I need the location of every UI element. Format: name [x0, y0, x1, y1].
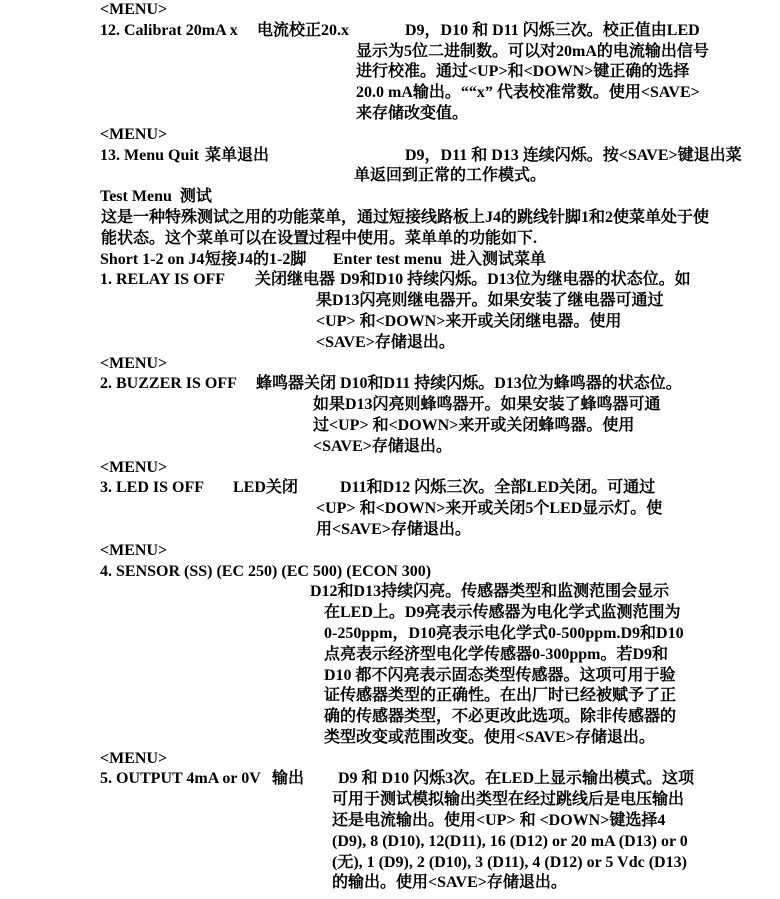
item-1-desc-line: D9和D10 持续闪烁。D13位为继电器的状态位。如 — [340, 271, 691, 289]
short-j4-en-label: Short 1-2 on J4 — [100, 250, 205, 268]
test-menu-intro-line: 能状态。这个菜单可以在设置过程中使用。菜单单的功能如下. — [101, 229, 538, 247]
test-menu-title: Test Menu 测试 — [100, 188, 212, 206]
item-4-heading: 4. SENSOR (SS) (EC 250) (EC 500) (ECON 300) — [100, 562, 432, 580]
item-2-desc-line: 如果D13闪亮则蜂鸣器开。如果安装了蜂鸣器可通 — [313, 396, 661, 414]
item-4-heading-row — [0, 562, 780, 583]
item-12-desc-line: 显示为5位二进制数。可以对20mA的电流输出信号 — [356, 42, 709, 60]
short-j4-enter-label: Enter test menu 进入测试菜单 — [333, 250, 547, 268]
item-3-zh-label: LED关闭 — [233, 479, 298, 497]
menu-tag: <MENU> — [100, 541, 168, 559]
item-13-zh-label: 菜单退出 — [205, 146, 270, 164]
short-j4-zh-label: 短接J4的1-2脚 — [205, 250, 307, 268]
item-13-number-label: 13. Menu Quit — [100, 146, 200, 164]
item-2-desc-line: 过<UP> 和<DOWN>来开或关闭蜂鸣器。使用 — [313, 416, 635, 434]
item-5-heading-row — [0, 769, 780, 790]
menu-tag: <MENU> — [100, 749, 168, 767]
item-4-desc-line: 证传感器类型的正确性。在出厂时已经被赋予了正 — [324, 687, 677, 705]
item-2-heading-row — [0, 374, 780, 395]
item-12-desc-line: 来存储改变值。 — [356, 104, 469, 122]
item-2-zh-label: 蜂鸣器关闭 — [256, 375, 337, 393]
item-3-heading-row — [0, 478, 780, 499]
item-1-zh-label: 关闭继电器 — [255, 271, 336, 289]
item-3-number-label: 3. LED IS OFF — [100, 479, 205, 497]
menu-tag-row — [0, 541, 780, 562]
menu-tag: <MENU> — [100, 1, 168, 18]
item-2-desc-line: <SAVE>存储退出。 — [313, 437, 452, 455]
item-13-desc-line: 单返回到正常的工作模式。 — [354, 167, 547, 185]
item-4-desc-line: 0-250ppm，D10亮表示电化学式0-500ppm.D9和D10 — [324, 624, 684, 642]
item-5-desc-line: (D9), 8 (D10), 12(D11), 16 (D12) or 20 mA (D13) or 0 — [332, 832, 688, 850]
menu-tag-row — [0, 125, 780, 146]
item-1-desc-line: <SAVE>存储退出。 — [316, 333, 455, 351]
item-12-heading-row — [0, 21, 780, 42]
item-5-desc-line: (无), 1 (D9), 2 (D10), 3 (D11), 4 (D12) or 5 Vdc (D13) — [332, 853, 687, 871]
item-12-desc-line: 进行校准。通过<UP>和<DOWN>键正确的选择 — [356, 63, 690, 81]
test-menu-intro-line: 这是一种特殊测试之用的功能菜单，通过短接线路板上J4的跳线针脚1和2使菜单处于使 — [101, 208, 710, 226]
item-4-desc-line: D10 都不闪亮表示固态类型传感器。这项可用于验 — [324, 666, 676, 684]
item-13-heading-row — [0, 146, 780, 167]
item-5-desc-line: D9 和 D10 闪烁3次。在LED上显示输出模式。这项 — [338, 770, 695, 788]
item-4-desc-line: 类型改变或范围改变。使用<SAVE>存储退出。 — [324, 728, 655, 746]
item-4-desc-line: 确的传感器类型，不必更改此选项。除非传感器的 — [324, 708, 677, 726]
menu-tag: <MENU> — [100, 354, 168, 372]
menu-tag: <MENU> — [100, 458, 168, 476]
item-12-number-label: 12. Calibrat 20mA x — [100, 21, 238, 39]
item-13-desc-line: D9，D11 和 D13 连续闪烁。按<SAVE>键退出菜 — [405, 146, 742, 164]
menu-tag: <MENU> — [100, 125, 168, 143]
item-5-desc-line: 还是电流输出。使用<UP> 和 <DOWN>键选择4 — [332, 812, 666, 830]
item-2-desc-line: D10和D11 持续闪烁。D13位为蜂鸣器的状态位。 — [340, 375, 682, 393]
item-12-zh-label: 电流校正20.x — [257, 21, 350, 39]
menu-tag-row — [0, 458, 780, 479]
item-3-desc-line: D11和D12 闪烁三次。全部LED关闭。可通过 — [340, 479, 656, 497]
item-2-number-label: 2. BUZZER IS OFF — [100, 375, 237, 393]
item-5-zh-label: 输出 — [272, 770, 305, 788]
item-1-desc-line: 果D13闪亮则继电器开。如果安装了继电器可通过 — [316, 292, 664, 310]
item-4-desc-line: 点亮表示经济型电化学传感器0-300ppm。若D9和 — [324, 645, 669, 663]
item-1-desc-line: <UP> 和<DOWN>来开或关闭继电器。使用 — [316, 312, 622, 330]
item-3-desc-line: 用<SAVE>存储退出。 — [316, 520, 471, 538]
item-3-desc-line: <UP> 和<DOWN>来开或关闭5个LED显示灯。使 — [316, 500, 663, 518]
item-1-number-label: 1. RELAY IS OFF — [100, 271, 226, 289]
item-1-heading-row — [0, 270, 780, 291]
item-5-desc-line: 的输出。使用<SAVE>存储退出。 — [332, 874, 567, 892]
short-j4-row — [0, 250, 780, 271]
item-5-number-label: 5. OUTPUT 4mA or 0V — [100, 770, 261, 788]
test-menu-title-row — [0, 187, 780, 208]
item-12-desc-line: D9，D10 和 D11 闪烁三次。校正值由LED — [405, 21, 700, 39]
item-5-desc-line: 可用于测试模拟输出类型在经过跳线后是电压输出 — [332, 791, 685, 809]
menu-tag-row — [0, 354, 780, 375]
item-4-desc-line: 在LED上。D9亮表示传感器为电化学式监测范围为 — [324, 604, 681, 622]
item-4-desc-line: D12和D13持续闪亮。传感器类型和监测范围会显示 — [310, 583, 670, 601]
menu-tag-row — [0, 0, 780, 21]
item-12-desc-line: 20.0 mA输出。““x” 代表校准常数。使用<SAVE> — [356, 84, 700, 102]
menu-tag-row — [0, 749, 780, 770]
